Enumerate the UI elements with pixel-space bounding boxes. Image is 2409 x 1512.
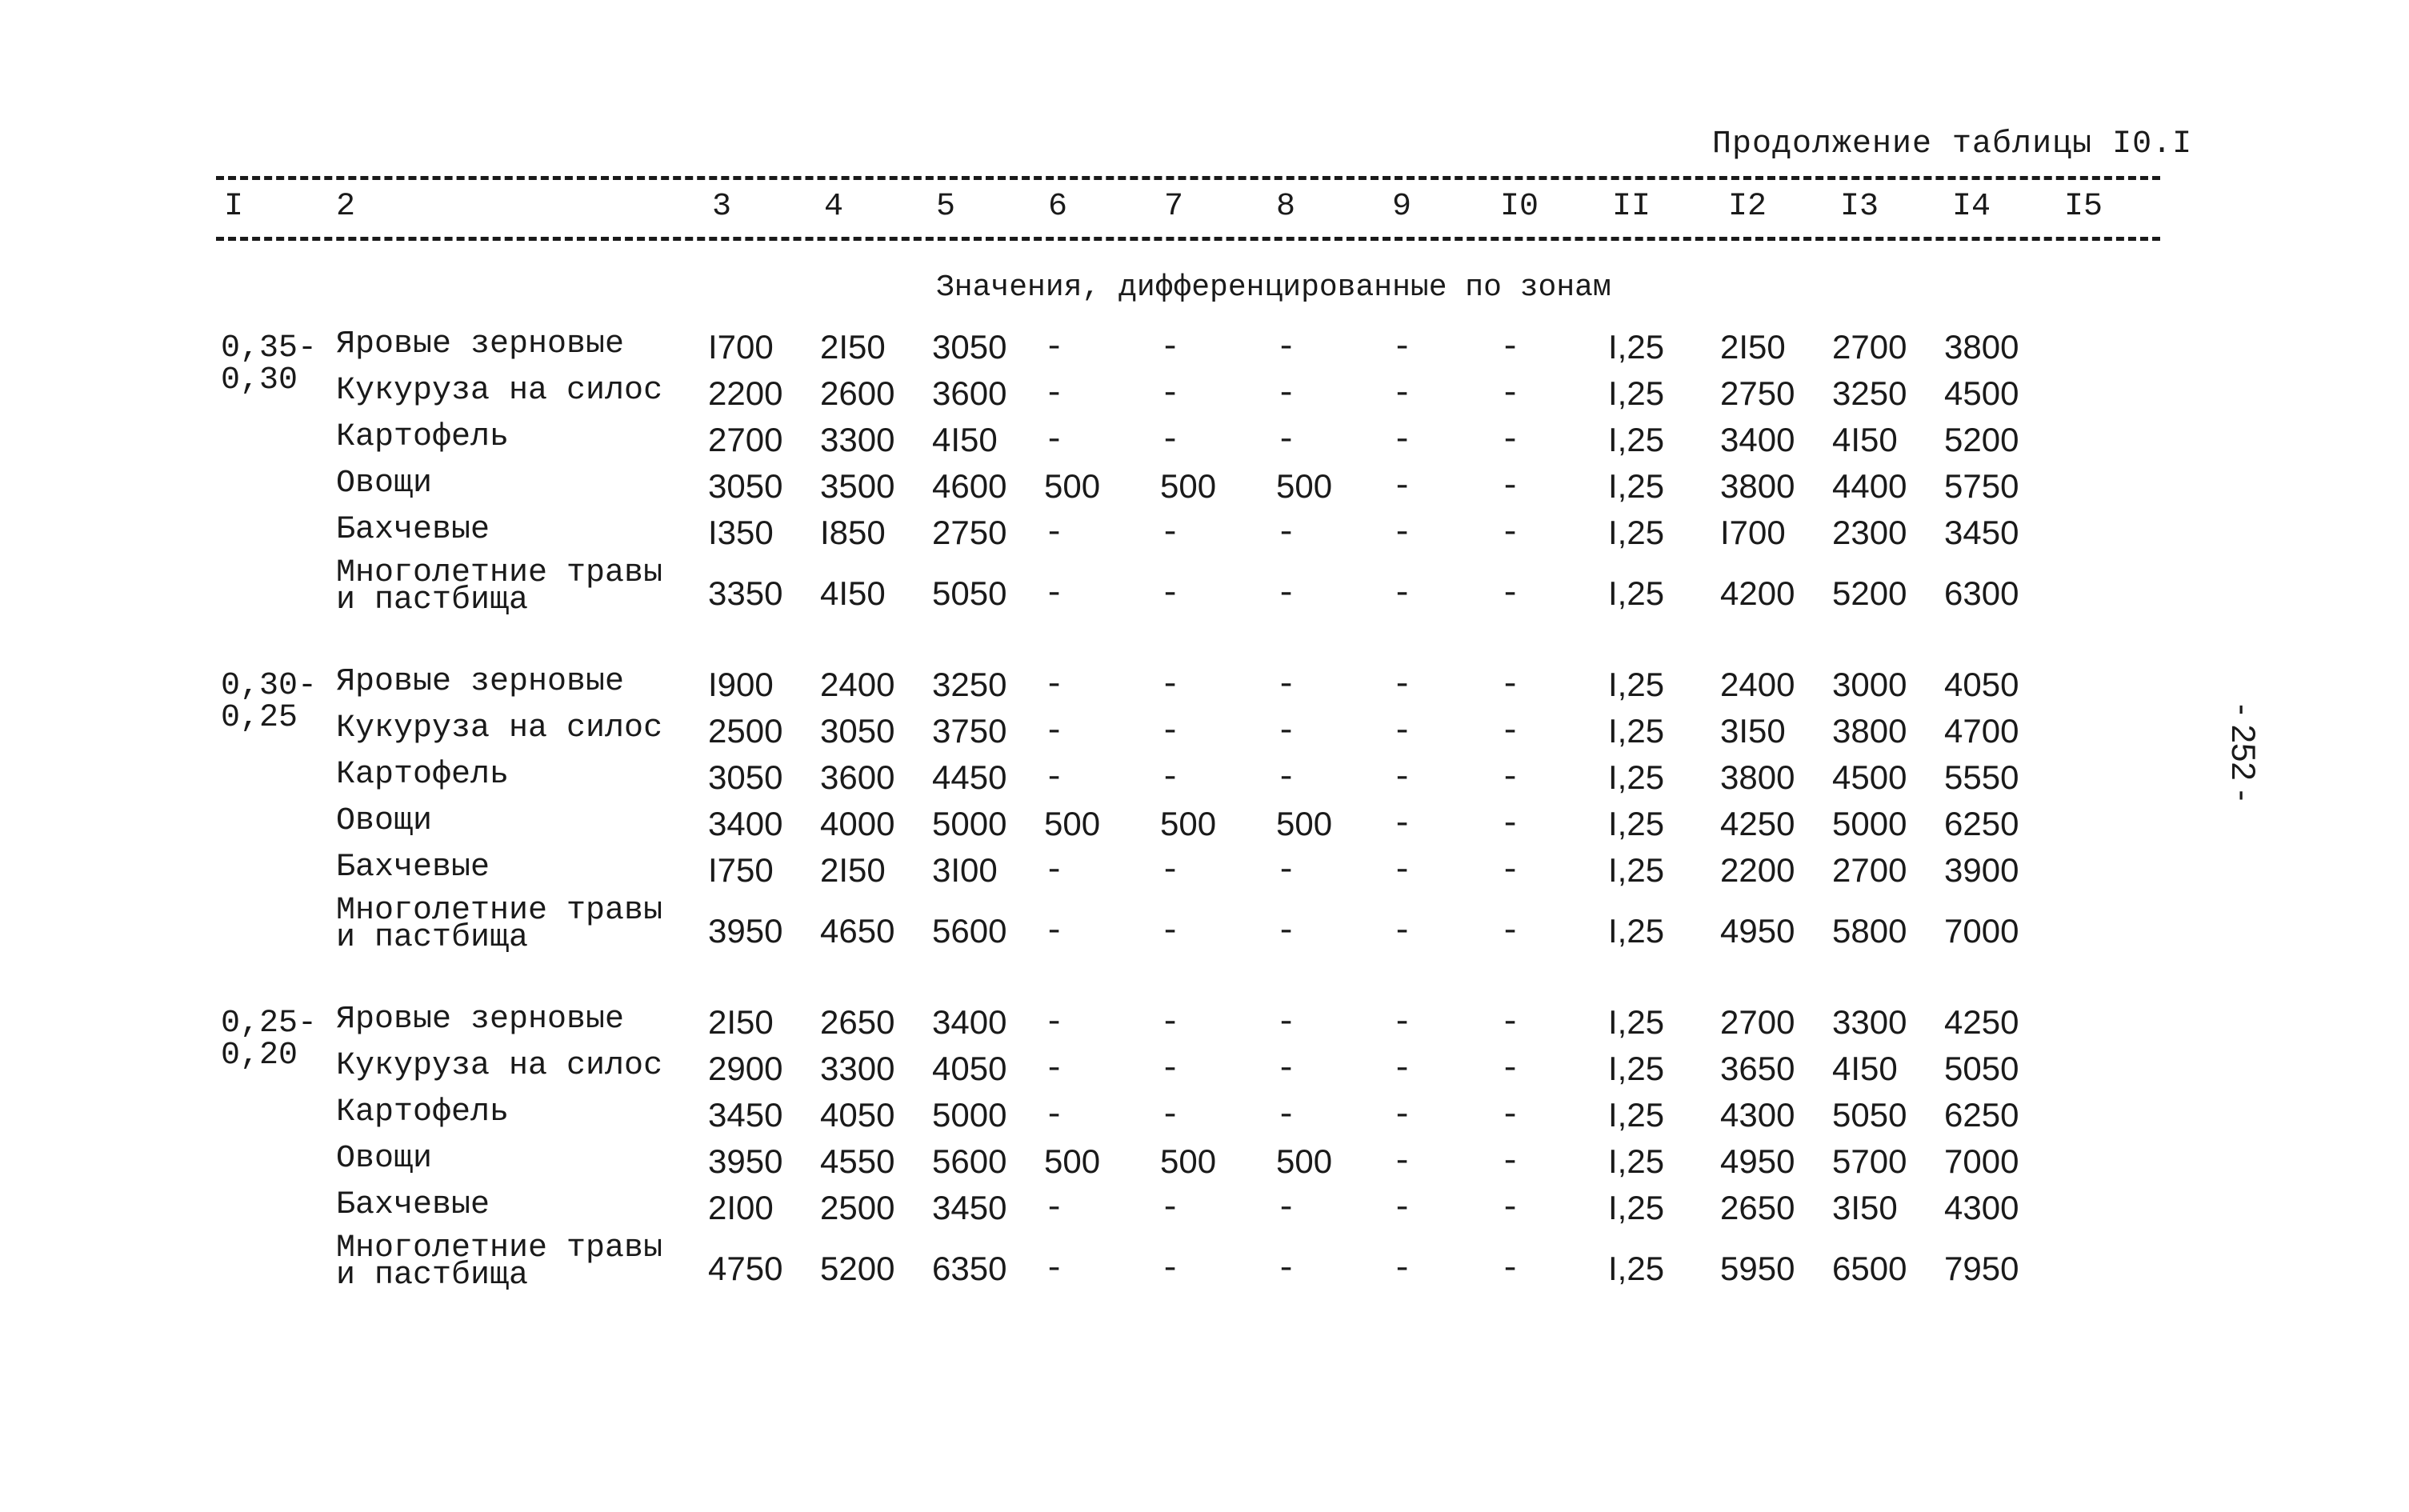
table-cell: 3600 <box>932 374 1007 412</box>
table-cell: - <box>1392 758 1413 797</box>
table-cell: 4750 <box>708 1250 783 1287</box>
table-cell: - <box>1500 421 1521 459</box>
crop-name-line: Кукуруза на силос <box>336 373 663 409</box>
table-cell: - <box>1392 1003 1413 1042</box>
crop-name <box>336 850 490 886</box>
table-cell: 4250 <box>1720 805 1795 842</box>
table-cell: 4500 <box>1944 374 2019 412</box>
table-cell: - <box>1044 666 1065 704</box>
table-cell: 4050 <box>932 1050 1007 1087</box>
table-cell: - <box>1044 574 1065 613</box>
table-cell: - <box>1160 328 1181 366</box>
table-cell: - <box>1276 851 1297 890</box>
table-cell: - <box>1160 374 1181 413</box>
range-label <box>221 670 317 734</box>
table-cell: - <box>1044 1096 1065 1134</box>
range-line: 0,30- <box>221 668 318 704</box>
table-cell: I,25 <box>1608 514 1665 551</box>
range-label <box>221 1008 317 1072</box>
table-cell: - <box>1276 514 1297 552</box>
table-cell: 3650 <box>1720 1050 1795 1087</box>
table-cell: - <box>1160 851 1181 890</box>
table-cell: 5750 <box>1944 467 2019 505</box>
table-cell: 5200 <box>1944 421 2019 458</box>
table-cell: - <box>1392 1050 1413 1088</box>
table-cell: I350 <box>708 514 774 551</box>
table-cell: - <box>1160 666 1181 704</box>
table-cell: 2600 <box>820 374 895 412</box>
table-cell: - <box>1160 1189 1181 1227</box>
crop-name-line: и пастбища <box>336 1258 529 1294</box>
crop-name-line: Картофель <box>336 419 510 455</box>
column-header: 9 <box>1392 189 1412 225</box>
table-cell: - <box>1392 374 1413 413</box>
crop-name-line: Овощи <box>336 1141 433 1177</box>
crop-name <box>336 419 510 455</box>
crop-name <box>336 326 625 362</box>
table-cell: 2200 <box>708 374 783 412</box>
table-cell: - <box>1500 805 1521 843</box>
table-cell: I,25 <box>1608 1050 1665 1087</box>
crop-name <box>336 803 433 839</box>
crop-name <box>336 466 433 502</box>
table-cell: 500 <box>1160 1142 1217 1180</box>
table-cell: I,25 <box>1608 467 1665 505</box>
table-cell: - <box>1044 851 1065 890</box>
range-line: 0,25 <box>221 700 298 736</box>
table-cell: - <box>1392 1142 1413 1181</box>
table-cell: I850 <box>820 514 886 551</box>
table-cell: - <box>1500 1142 1521 1181</box>
column-header: 5 <box>936 189 956 225</box>
table-cell: - <box>1392 912 1413 950</box>
table-cell: - <box>1044 1250 1065 1288</box>
table-cell: 7000 <box>1944 912 2019 950</box>
table-cell: 3050 <box>820 712 895 750</box>
table-cell: 3450 <box>932 1189 1007 1226</box>
crop-name <box>336 1094 510 1130</box>
table-cell: 3350 <box>708 574 783 612</box>
table-cell: 7950 <box>1944 1250 2019 1287</box>
table-cell: I,25 <box>1608 912 1665 950</box>
crop-name <box>336 893 663 956</box>
table-cell: 3250 <box>1832 374 1907 412</box>
table-cell: I,25 <box>1608 851 1665 889</box>
crop-name <box>336 664 625 700</box>
column-header: I3 <box>1840 189 1879 225</box>
column-header: 2 <box>336 189 356 225</box>
table-cell: 5700 <box>1832 1142 1907 1180</box>
table-cell: 2200 <box>1720 851 1795 889</box>
table-cell: 5600 <box>932 912 1007 950</box>
table-cell: 4050 <box>1944 666 2019 703</box>
crop-name <box>336 1230 663 1294</box>
table-cell: - <box>1276 421 1297 459</box>
table-cell: 2I50 <box>1720 328 1786 366</box>
table-cell: 3950 <box>708 912 783 950</box>
table-cell: - <box>1044 374 1065 413</box>
table-cell: I,25 <box>1608 1096 1665 1134</box>
table-cell: 2400 <box>820 666 895 703</box>
table-cell: 3300 <box>820 1050 895 1087</box>
table-cell: - <box>1160 758 1181 797</box>
crop-name <box>336 1187 490 1223</box>
table-cell: - <box>1044 328 1065 366</box>
table-cell: 500 <box>1276 467 1333 505</box>
crop-name-line: Многолетние травы <box>336 893 663 929</box>
table-cell: I750 <box>708 851 774 889</box>
table-cell: 4050 <box>820 1096 895 1134</box>
table-cell: 4300 <box>1720 1096 1795 1134</box>
table-cell: 3800 <box>1720 758 1795 796</box>
crop-name-line: Кукуруза на силос <box>336 710 663 746</box>
table-cell: - <box>1276 1003 1297 1042</box>
crop-name <box>336 512 490 548</box>
crop-name-line: и пастбища <box>336 920 529 956</box>
table-cell: 2500 <box>820 1189 895 1226</box>
table-cell: I,25 <box>1608 574 1665 612</box>
table-cell: - <box>1160 421 1181 459</box>
table-cell: 3500 <box>820 467 895 505</box>
table-cell: - <box>1160 514 1181 552</box>
table-cell: 5200 <box>1832 574 1907 612</box>
crop-name-line: Бахчевые <box>336 850 490 886</box>
table-cell: 6500 <box>1832 1250 1907 1287</box>
crop-name-line: Кукуруза на силос <box>336 1048 663 1084</box>
table-cell: - <box>1044 1189 1065 1227</box>
table-cell: 3400 <box>932 1003 1007 1041</box>
crop-name <box>336 1141 433 1177</box>
table-cell: 3600 <box>820 758 895 796</box>
range-line: 0,25- <box>221 1006 318 1042</box>
table-cell: I,25 <box>1608 328 1665 366</box>
crop-name-line: и пастбища <box>336 582 529 618</box>
table-cell: - <box>1160 712 1181 750</box>
table-cell: - <box>1392 851 1413 890</box>
table-cell: I,25 <box>1608 1142 1665 1180</box>
table-cell: - <box>1276 328 1297 366</box>
table-cell: - <box>1500 514 1521 552</box>
table-cell: I,25 <box>1608 758 1665 796</box>
crop-name <box>336 1002 625 1038</box>
crop-name-line: Бахчевые <box>336 512 490 548</box>
table-cell: - <box>1500 1096 1521 1134</box>
table-cell: 3800 <box>1944 328 2019 366</box>
table-cell: 4I50 <box>1832 421 1898 458</box>
table-cell: 4500 <box>1832 758 1907 796</box>
table-cell: - <box>1276 758 1297 797</box>
table-cell: 7000 <box>1944 1142 2019 1180</box>
crop-name <box>336 757 510 793</box>
table-cell: 3050 <box>708 758 783 796</box>
crop-name-line: Картофель <box>336 757 510 793</box>
table-cell: 2I50 <box>820 328 886 366</box>
table-cell: 2650 <box>1720 1189 1795 1226</box>
crop-name <box>336 1048 663 1084</box>
table-cell: 4400 <box>1832 467 1907 505</box>
table-cell: - <box>1500 912 1521 950</box>
table-cell: - <box>1392 1096 1413 1134</box>
table-cell: 2700 <box>1720 1003 1795 1041</box>
table-cell: - <box>1160 574 1181 613</box>
column-header: 7 <box>1164 189 1184 225</box>
table-cell: 5050 <box>932 574 1007 612</box>
column-header: I4 <box>1952 189 1991 225</box>
table-cell: 2700 <box>1832 851 1907 889</box>
table-cell: - <box>1500 851 1521 890</box>
table-cell: - <box>1276 1250 1297 1288</box>
table-cell: 2750 <box>932 514 1007 551</box>
column-header: 3 <box>712 189 732 225</box>
table-cell: 6250 <box>1944 1096 2019 1134</box>
table-cell: - <box>1044 1003 1065 1042</box>
table-cell: - <box>1276 712 1297 750</box>
table-cell: I,25 <box>1608 805 1665 842</box>
table-cell: - <box>1160 1050 1181 1088</box>
table-cell: 5600 <box>932 1142 1007 1180</box>
range-label <box>221 330 318 398</box>
continuation-title: Продолжение таблицы I0.I <box>1712 126 2193 162</box>
table-cell: 500 <box>1160 467 1217 505</box>
table-cell: - <box>1500 374 1521 413</box>
crop-name-line: Яровые зерновые <box>336 664 625 700</box>
table-cell: I,25 <box>1608 421 1665 458</box>
table-cell: 5200 <box>820 1250 895 1287</box>
header-bottom-rule <box>216 237 2160 241</box>
table-cell: 4950 <box>1720 1142 1795 1180</box>
column-header: II <box>1612 189 1651 225</box>
table-cell: - <box>1276 666 1297 704</box>
table-cell: - <box>1276 574 1297 613</box>
crop-name-line: Овощи <box>336 466 433 502</box>
table-cell: - <box>1500 666 1521 704</box>
table-cell: 3450 <box>708 1096 783 1134</box>
table-cell: I,25 <box>1608 1003 1665 1041</box>
table-cell: 3I50 <box>1832 1189 1898 1226</box>
table-cell: 500 <box>1044 467 1101 505</box>
table-cell: 4300 <box>1944 1189 2019 1226</box>
table-cell: 4650 <box>820 912 895 950</box>
table-cell: 3250 <box>932 666 1007 703</box>
table-cell: 3050 <box>708 467 783 505</box>
table-cell: 4000 <box>820 805 895 842</box>
table-cell: 4I50 <box>932 421 998 458</box>
table-cell: 2I00 <box>708 1189 774 1226</box>
table-cell: - <box>1160 1003 1181 1042</box>
table-cell: - <box>1276 1050 1297 1088</box>
table-cell: - <box>1392 574 1413 613</box>
table-cell: 4550 <box>820 1142 895 1180</box>
table-cell: - <box>1500 1003 1521 1042</box>
table-cell: 500 <box>1044 1142 1101 1180</box>
crop-name <box>336 555 663 618</box>
table-cell: 500 <box>1276 1142 1333 1180</box>
table-cell: I,25 <box>1608 1189 1665 1226</box>
table-cell: - <box>1392 712 1413 750</box>
table-cell: - <box>1044 514 1065 552</box>
table-cell: 5800 <box>1832 912 1907 950</box>
table-cell: 3450 <box>1944 514 2019 551</box>
table-cell: - <box>1044 758 1065 797</box>
table-cell: 500 <box>1160 805 1217 842</box>
table-cell: 2500 <box>708 712 783 750</box>
table-cell: - <box>1500 574 1521 613</box>
table-cell: - <box>1160 1250 1181 1288</box>
crop-name-line: Многолетние травы <box>336 555 663 591</box>
table-cell: 5950 <box>1720 1250 1795 1287</box>
table-cell: 2750 <box>1720 374 1795 412</box>
table-cell: - <box>1392 467 1413 506</box>
column-header: I0 <box>1500 189 1539 225</box>
table-cell: 3800 <box>1832 712 1907 750</box>
table-cell: 4700 <box>1944 712 2019 750</box>
table-cell: - <box>1392 514 1413 552</box>
table-cell: 500 <box>1276 805 1333 842</box>
table-cell: - <box>1500 1050 1521 1088</box>
table-cell: - <box>1044 912 1065 950</box>
table-cell: - <box>1500 1189 1521 1227</box>
table-cell: 4250 <box>1944 1003 2019 1041</box>
table-cell: - <box>1276 374 1297 413</box>
header-top-rule <box>216 176 2160 180</box>
table-cell: I900 <box>708 666 774 703</box>
table-cell: 500 <box>1044 805 1101 842</box>
table-cell: 3750 <box>932 712 1007 750</box>
table-cell: - <box>1044 712 1065 750</box>
table-cell: 6350 <box>932 1250 1007 1287</box>
table-cell: 4950 <box>1720 912 1795 950</box>
table-cell: 4600 <box>932 467 1007 505</box>
table-cell: - <box>1276 1096 1297 1134</box>
table-cell: 3400 <box>1720 421 1795 458</box>
table-cell: 2300 <box>1832 514 1907 551</box>
table-cell: 4I50 <box>820 574 886 612</box>
table-cell: I,25 <box>1608 1250 1665 1287</box>
column-header: 4 <box>824 189 844 225</box>
table-cell: I,25 <box>1608 666 1665 703</box>
table-cell: - <box>1500 467 1521 506</box>
table-cell: - <box>1044 421 1065 459</box>
crop-name-line: Овощи <box>336 803 433 839</box>
table-cell: 2I50 <box>708 1003 774 1041</box>
table-cell: - <box>1276 1189 1297 1227</box>
table-cell: - <box>1276 912 1297 950</box>
table-cell: 2900 <box>708 1050 783 1087</box>
column-header: I2 <box>1728 189 1767 225</box>
table-cell: 4450 <box>932 758 1007 796</box>
table-cell: 2400 <box>1720 666 1795 703</box>
table-cell: 5050 <box>1944 1050 2019 1087</box>
table-cell: I700 <box>708 328 774 366</box>
table-cell: 3I50 <box>1720 712 1786 750</box>
table-cell: 3000 <box>1832 666 1907 703</box>
column-header: I <box>224 189 244 225</box>
table-cell: 3I00 <box>932 851 998 889</box>
table-cell: 6250 <box>1944 805 2019 842</box>
table-cell: 6300 <box>1944 574 2019 612</box>
table-cell: 5000 <box>932 805 1007 842</box>
table-cell: 2650 <box>820 1003 895 1041</box>
table-cell: - <box>1392 1250 1413 1288</box>
range-line: 0,30 <box>221 362 298 398</box>
table-cell: 5000 <box>932 1096 1007 1134</box>
table-cell: - <box>1160 1096 1181 1134</box>
crop-name-line: Бахчевые <box>336 1187 490 1223</box>
table-cell: 5000 <box>1832 805 1907 842</box>
crop-name <box>336 710 663 746</box>
page-number: - 252 - <box>2225 704 2263 802</box>
table-cell: 4200 <box>1720 574 1795 612</box>
table-cell: - <box>1500 758 1521 797</box>
table-cell: - <box>1392 805 1413 843</box>
table-cell: 2700 <box>1832 328 1907 366</box>
table-cell: - <box>1160 912 1181 950</box>
table-cell: 3050 <box>932 328 1007 366</box>
table-cell: - <box>1392 666 1413 704</box>
table-cell: I,25 <box>1608 712 1665 750</box>
range-line: 0,35- <box>221 330 318 366</box>
range-line: 0,20 <box>221 1038 298 1074</box>
crop-name-line: Многолетние травы <box>336 1230 663 1266</box>
table-cell: I700 <box>1720 514 1786 551</box>
table-cell: I,25 <box>1608 374 1665 412</box>
crop-name-line: Яровые зерновые <box>336 1002 625 1038</box>
table-cell: 2I50 <box>820 851 886 889</box>
section-caption: Значения, дифференцированные по зонам <box>936 270 1611 305</box>
table-cell: - <box>1500 328 1521 366</box>
column-header: 8 <box>1276 189 1296 225</box>
table-cell: - <box>1500 712 1521 750</box>
table-cell: - <box>1044 1050 1065 1088</box>
table-cell: 3300 <box>1832 1003 1907 1041</box>
column-header: 6 <box>1048 189 1068 225</box>
table-cell: - <box>1392 421 1413 459</box>
table-cell: 5050 <box>1832 1096 1907 1134</box>
table-cell: 3300 <box>820 421 895 458</box>
table-cell: 5550 <box>1944 758 2019 796</box>
table-cell: 2700 <box>708 421 783 458</box>
table-cell: - <box>1392 328 1413 366</box>
crop-name-line: Яровые зерновые <box>336 326 625 362</box>
column-header: I5 <box>2064 189 2103 225</box>
table-cell: 3800 <box>1720 467 1795 505</box>
table-cell: 3900 <box>1944 851 2019 889</box>
table-cell: - <box>1392 1189 1413 1227</box>
crop-name-line: Картофель <box>336 1094 510 1130</box>
table-cell: 4I50 <box>1832 1050 1898 1087</box>
table-cell: 3950 <box>708 1142 783 1180</box>
table-cell: 3400 <box>708 805 783 842</box>
crop-name <box>336 373 663 409</box>
table-cell: - <box>1500 1250 1521 1288</box>
